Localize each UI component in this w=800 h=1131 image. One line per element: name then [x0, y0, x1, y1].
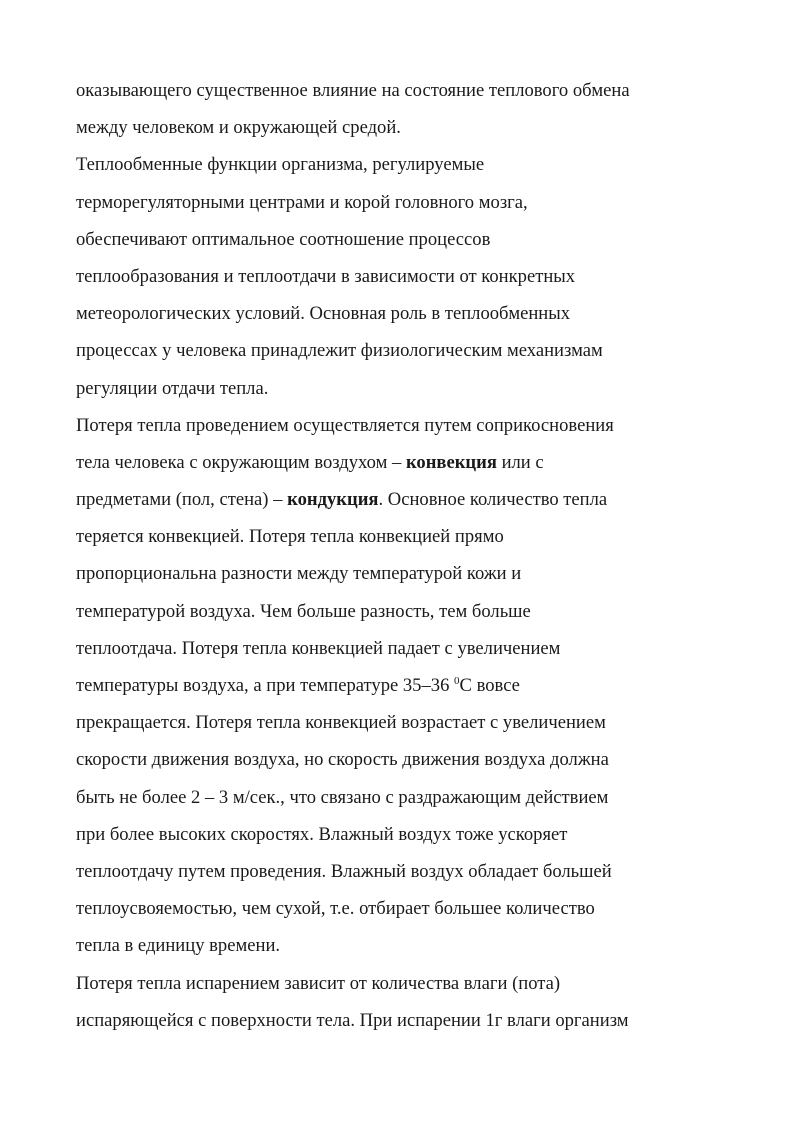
text-line [76, 741, 726, 778]
text-span: температурой воздуха. Чем больше разность, тем больше [76, 600, 531, 622]
text-line [76, 481, 726, 518]
text-span: тела человека с окружающим воздухом – [76, 451, 406, 473]
text-span: пропорциональна разности между температурой кожи и [76, 563, 522, 585]
text-line [76, 370, 726, 407]
text-line [76, 258, 726, 295]
text-span: прекращается. Потеря тепла конвекцией возрастает с увеличением [76, 712, 606, 734]
text-span: при более высоких скоростях. Влажный воздух тоже ускоряет [76, 823, 568, 845]
text-line [76, 630, 726, 667]
text-span: предметами (пол, стена) – [76, 489, 288, 511]
term-conduction: кондукция [287, 489, 379, 511]
text-span: теплообразования и теплоотдачи в зависимости от конкретных [76, 265, 576, 287]
text-span: Теплообменные функции организма, регулируемые [76, 154, 485, 176]
text-line [76, 593, 726, 630]
text-span: теплоотдача. Потеря тепла конвекцией падает с увеличением [76, 637, 561, 659]
text-span: Потеря тепла испарением зависит от количества влаги (пота) [76, 972, 561, 994]
text-span: Потеря тепла проведением осуществляется путем соприкосновения [76, 414, 614, 436]
text-span: скорости движения воздуха, но скорость движения воздуха должна [76, 749, 609, 771]
text-line [76, 965, 726, 1002]
text-span: или с [496, 451, 544, 473]
text-line [76, 555, 726, 592]
text-line [76, 295, 726, 332]
text-line [76, 146, 726, 183]
text-line [76, 221, 726, 258]
text-span: температуры воздуха, а при температуре 35–36 [76, 675, 455, 696]
text-line [76, 518, 726, 555]
text-span: тепла в единицу времени. [76, 935, 281, 957]
text-span: обеспечивают оптимальное соотношение процессов [76, 228, 491, 250]
text-line [76, 704, 726, 741]
text-line [76, 853, 726, 890]
text-span: процессах у человека принадлежит физиологическим механизмам [76, 340, 603, 362]
text-line [76, 667, 726, 704]
text-line [76, 407, 726, 444]
text-line [76, 184, 726, 221]
text-span: между человеком и окружающей средой. [76, 117, 401, 139]
text-span: быть не более 2 – 3 м/сек., что связано с раздражающим действием [76, 786, 609, 808]
text-span: теряется конвекцией. Потеря тепла конвекцией прямо [76, 526, 504, 548]
document-page [76, 72, 726, 1039]
text-span: испаряющейся с поверхности тела. При испарении 1г влаги организм [76, 1009, 629, 1031]
text-line [76, 1002, 726, 1039]
text-span: терморегуляторными центрами и корой головного мозга, [76, 191, 528, 213]
text-span: оказывающего существенное влияние на состояние теплового обмена [76, 80, 630, 101]
text-span: метеорологических условий. Основная роль в теплообменных [76, 303, 571, 325]
text-span: теплоотдачу путем проведения. Влажный воздух обладает большей [76, 860, 612, 882]
text-line [76, 332, 726, 369]
text-line [76, 890, 726, 927]
text-line [76, 444, 726, 481]
text-span: . Основное количество тепла [378, 489, 608, 511]
text-span: теплоусвояемостью, чем сухой, т.е. отбирает большее количество [76, 898, 595, 920]
degree-superscript: 0 [454, 675, 460, 687]
text-line [76, 109, 726, 146]
term-convection: конвекция [405, 451, 497, 473]
text-line [76, 72, 726, 109]
text-line [76, 816, 726, 853]
text-line [76, 927, 726, 964]
text-span: регуляции отдачи тепла. [76, 377, 269, 399]
text-line [76, 779, 726, 816]
text-span: С вовсе [459, 675, 520, 696]
